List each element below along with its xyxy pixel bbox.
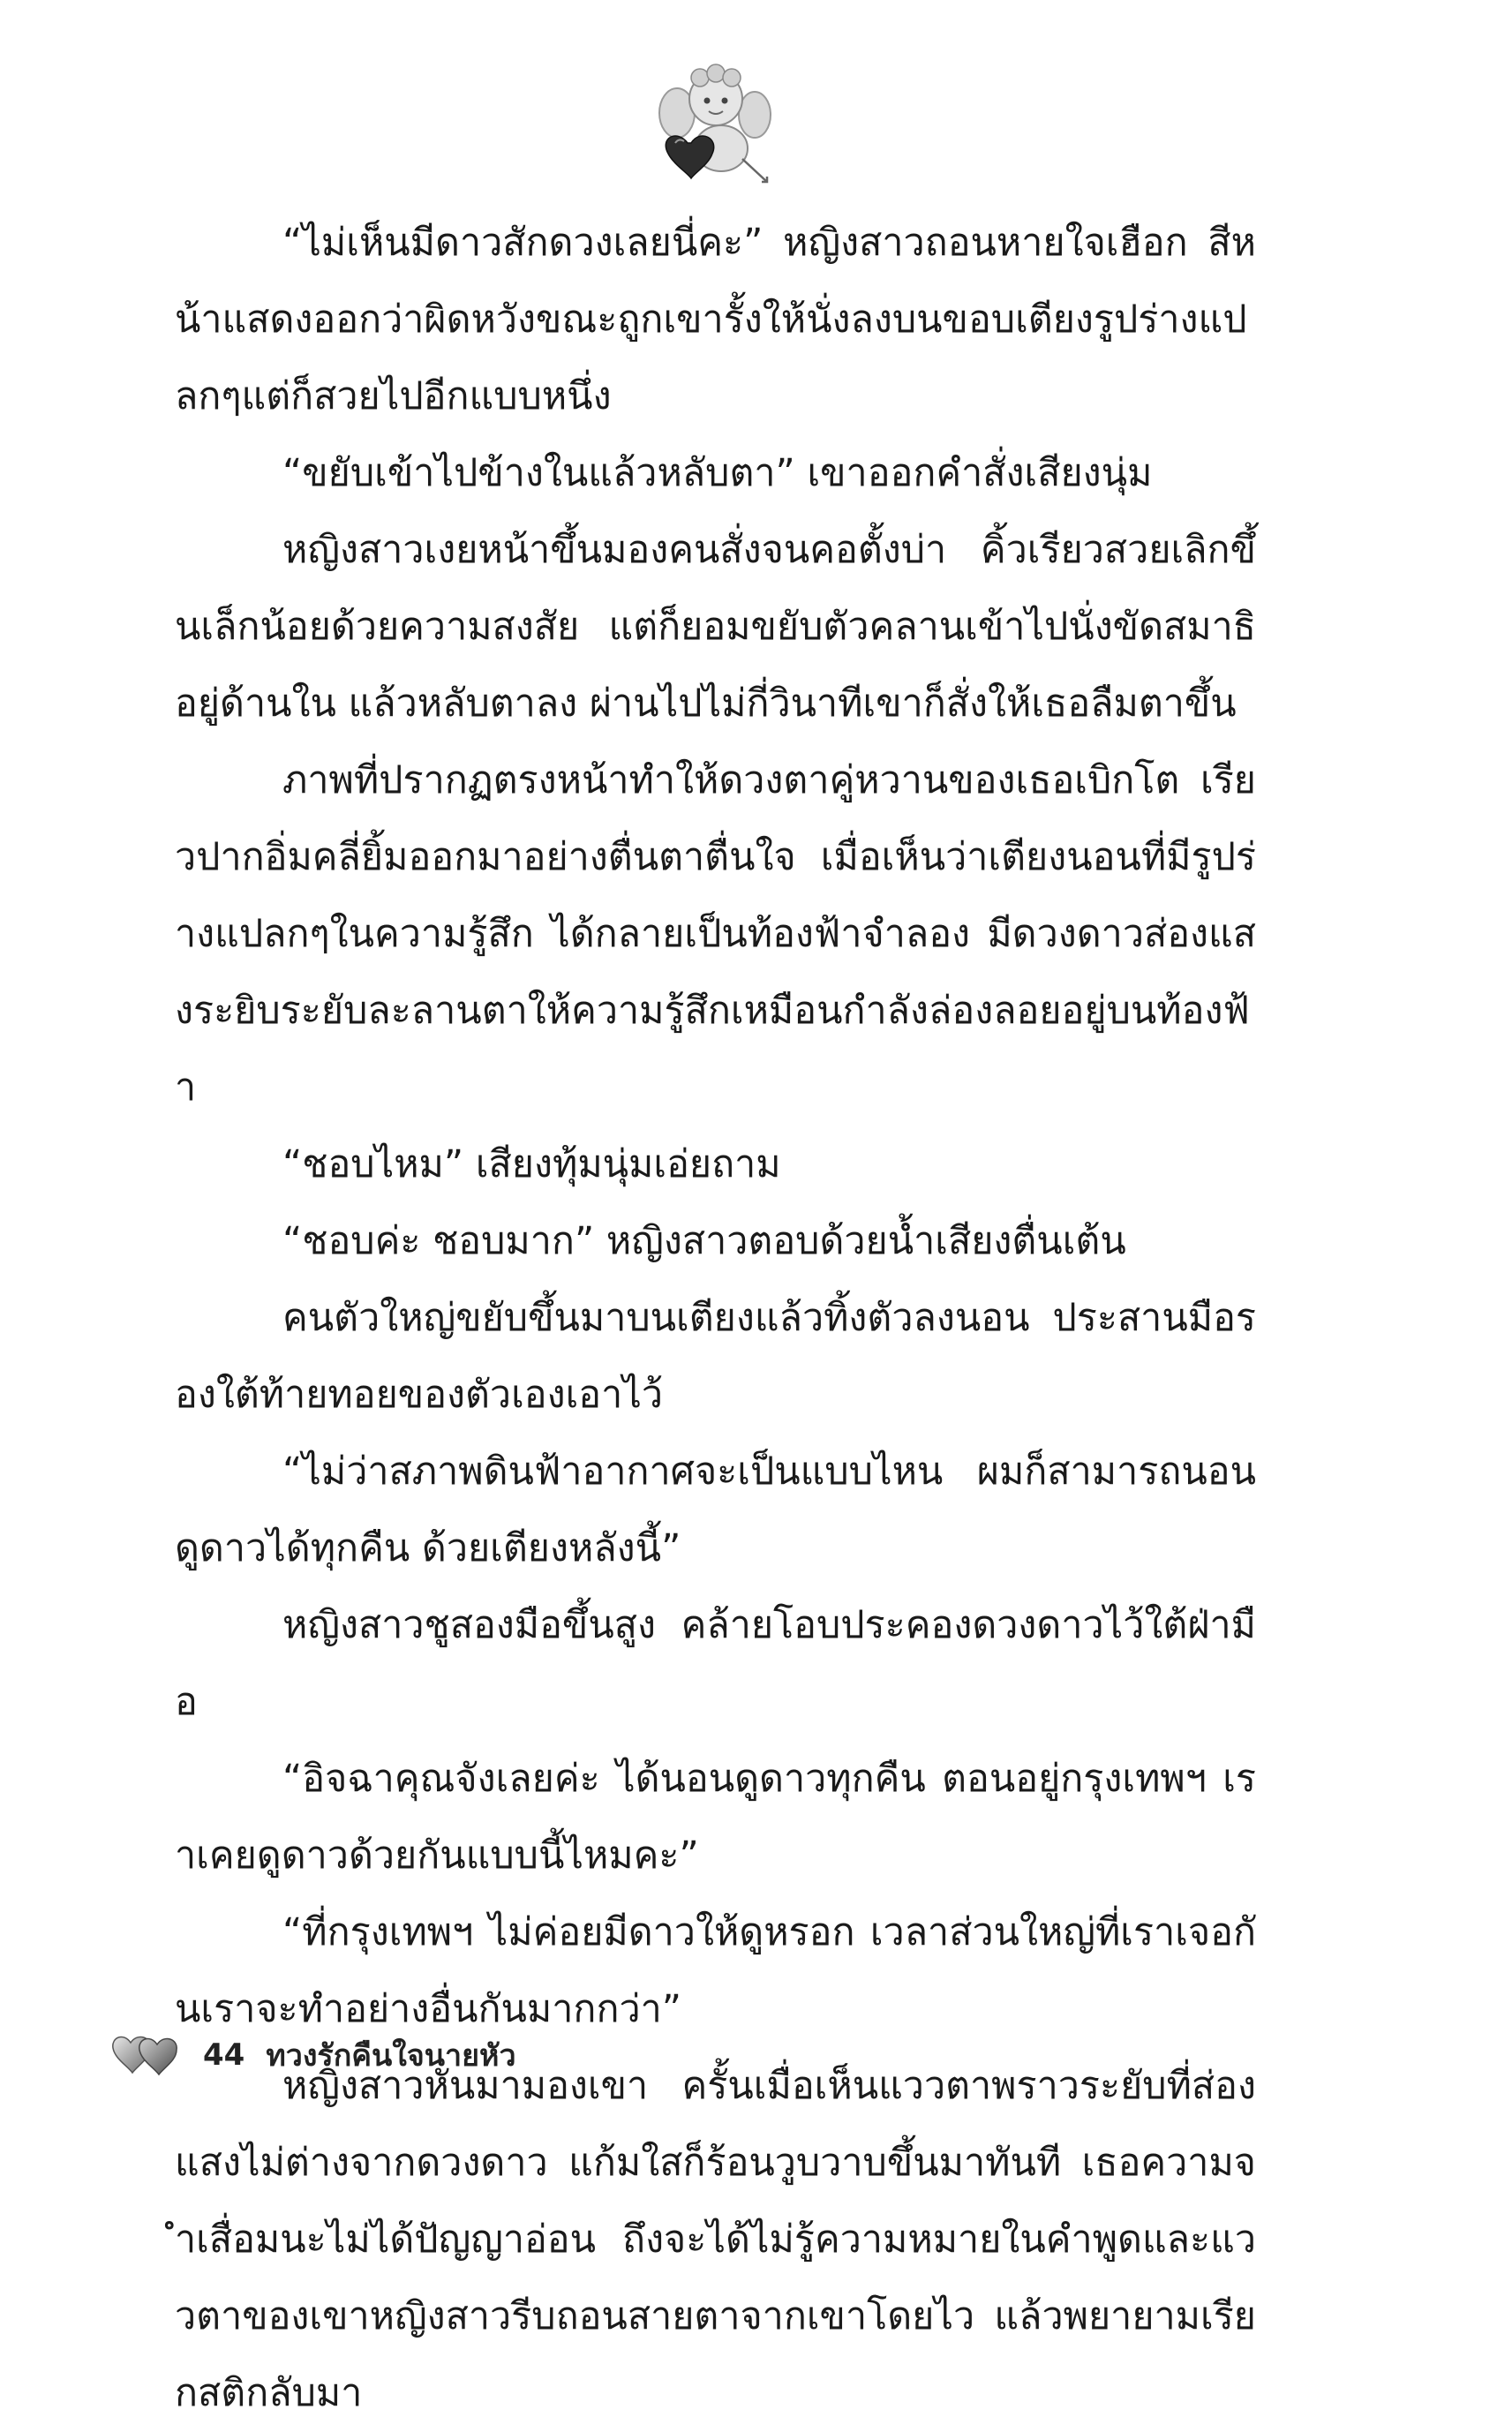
page-number: 44 [203, 2037, 245, 2073]
paragraph: “ขยับเข้าไปข้างในแล้วหลับตา” เขาออกคำสั่งเสียงนุ่ม [282, 451, 1153, 495]
paragraph: “ชอบค่ะ ชอบมาก” หญิงสาวตอบด้วยน้ำเสียงตื่นเต้น [282, 1219, 1126, 1263]
paragraph: คนตัวใหญ่ขยับขึ้นมาบนเตียงแล้วทิ้งตัวลงนอน ประสานมือรองใต้ท้ายทอยของตัวเองเอาไว้ [175, 1296, 1256, 1417]
hearts-icon [111, 2030, 180, 2080]
paragraph: หญิงสาวชูสองมือขึ้นสูง คล้ายโอบประคองดวงดาวไว้ใต้ฝ่ามือ [175, 1603, 1256, 1724]
paragraph: “ที่กรุงเทพฯ ไม่ค่อยมีดาวให้ดูหรอก เวลาส่วนใหญ่ที่เราเจอกันเราจะทำอย่างอื่นกันมากกว่า” [175, 1910, 1256, 2031]
paragraph: หญิงสาวหันมามองเขา ครั้นเมื่อเห็นแววตาพราวระยับที่ส่องแสงไม่ต่างจากดวงดาว แก้มใสก็ร้อนวูบวาบขึ้นมาทันที เธอความจำเสื่อมนะไม่ได้ปัญญาอ่อน ถึงจะได้ไม่รู้ความหมายในคำพูดและแววตาของเขาหญิงสาวรีบถอนสายตาจากเขาโดยไว แล้วพยายามเรียกสติกลับมา [175, 2064, 1256, 2415]
paragraph: “ไม่เห็นมีดาวสักดวงเลยนี่คะ” หญิงสาวถอนหายใจเฮือก สีหน้าแสดงออกว่าผิดหวังขณะถูกเขารั้งให้นั่งลงบนขอบเตียงรูปร่างแปลกๆแต่ก็สวยไปอีกแบบหนึ่ง [175, 221, 1256, 418]
story-text [175, 205, 1256, 2432]
paragraph: “ชอบไหม” เสียงทุ้มนุ่มเอ่ยถาม [282, 1142, 781, 1186]
cupid-heart-icon [658, 62, 772, 185]
paragraph: “อิจฉาคุณจังเลยค่ะ ได้นอนดูดาวทุกคืน ตอนอยู่กรุงเทพฯ เราเคยดูดาวด้วยกันแบบนี้ไหมคะ” [175, 1757, 1256, 1878]
paragraph: หญิงสาวเงยหน้าขึ้นมองคนสั่งจนคอตั้งบ่า คิ้วเรียวสวยเลิกขึ้นเล็กน้อยด้วยความสงสัย แต่ก็ยอมขยับตัวคลานเข้าไปนั่งขัดสมาธิอยู่ด้านใน แล้วหลับตาลง ผ่านไปไม่กี่วินาทีเขาก็สั่งให้เธอลืมตาขึ้น [175, 528, 1256, 726]
page-footer [111, 2029, 516, 2082]
paragraph: “ไม่ว่าสภาพดินฟ้าอากาศจะเป็นแบบไหน ผมก็สามารถนอนดูดาวได้ทุกคืน ด้วยเตียงหลังนี้” [175, 1449, 1256, 1570]
book-title: ทวงรักคืนใจนายหัว [266, 2038, 516, 2074]
paragraph: ภาพที่ปรากฏตรงหน้าทำให้ดวงตาคู่หวานของเธอเบิกโต เรียวปากอิ่มคลี่ยิ้มออกมาอย่างตื่นตาตื่นใจ เมื่อเห็นว่าเตียงนอนที่มีรูปร่างแปลกๆในความรู้สึก ได้กลายเป็นท้องฟ้าจำลอง มีดวงดาวส่องแสงระยิบระยับละลานตาให้ความรู้สึกเหมือนกำลังล่องลอยอยู่บนท้องฟ้า [175, 758, 1256, 1110]
